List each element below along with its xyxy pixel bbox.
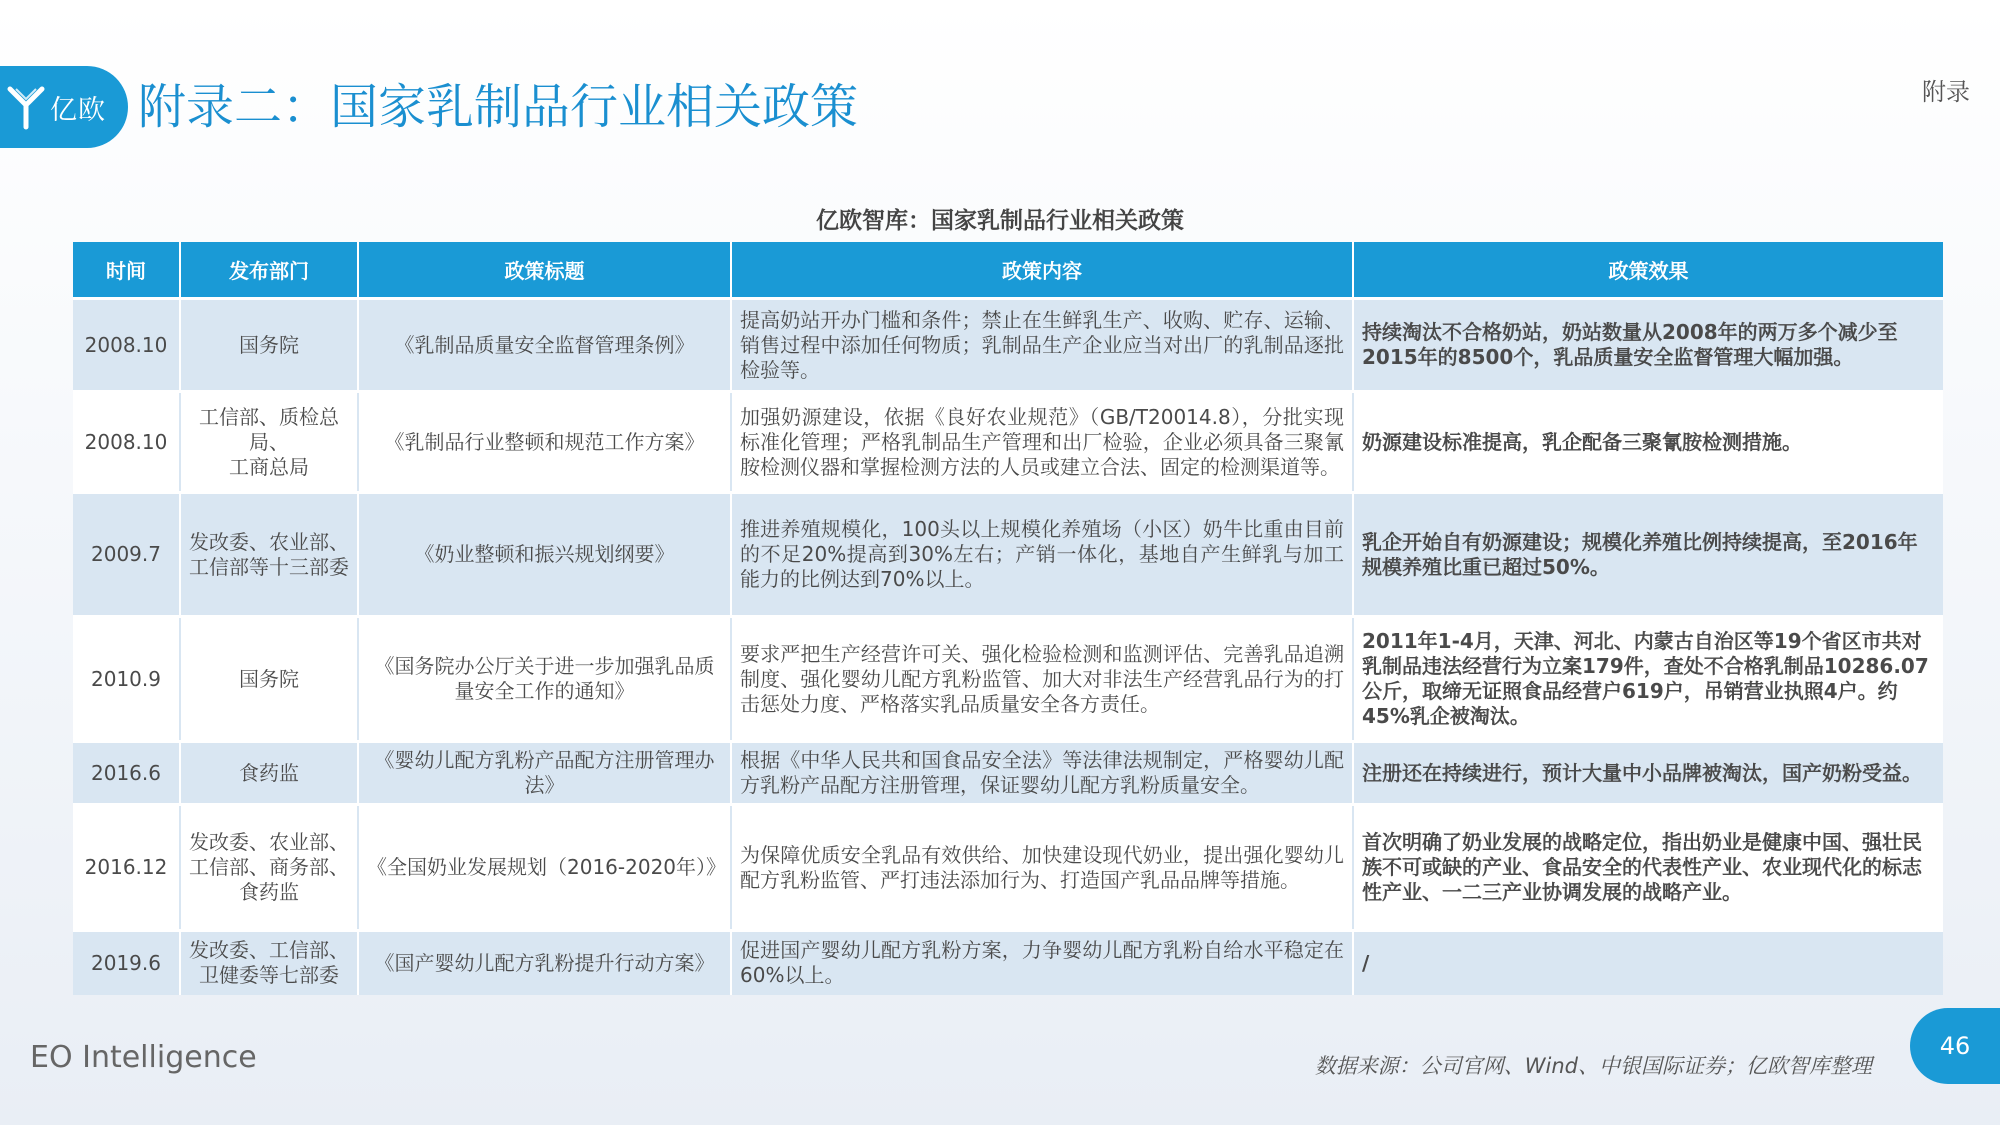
cell-date: 2009.7 (73, 493, 180, 617)
table-caption: 亿欧智库：国家乳制品行业相关政策 (816, 208, 1184, 234)
cell-date: 2010.9 (73, 617, 180, 742)
cell-policy-content: 促进国产婴幼儿配方乳粉方案，力争婴幼儿配方乳粉自给水平稳定在60%以上。 (731, 931, 1353, 995)
brand-footer: EO Intelligence (30, 1040, 257, 1075)
policy-table (73, 242, 1943, 995)
cell-date: 2016.6 (73, 742, 180, 805)
cell-department: 发改委、农业部、工信部、商务部、食药监 (180, 805, 358, 931)
logo-badge (0, 66, 128, 148)
cell-policy-content: 要求严把生产经营许可关、强化检验检测和监测评估、完善乳品追溯制度、强化婴幼儿配方乳粉监管、加大对非法生产经营乳品行为的打击惩处力度、严格落实乳品质量安全各方责任。 (731, 617, 1353, 742)
table-row (73, 617, 1943, 742)
cell-policy-effect: 2011年1-4月，天津、河北、内蒙古自治区等19个省区市共对乳制品违法经营行为立案179件，查处不合格乳制品10286.07公斤，取缔无证照食品经营户619户，吊销营业执照4户。约45%乳企被淘汰。 (1353, 617, 1943, 742)
column-header-date: 时间 (73, 242, 180, 299)
table-row (73, 392, 1943, 493)
cell-date: 2016.12 (73, 805, 180, 931)
cell-policy-title: 《国务院办公厅关于进一步加强乳品质量安全工作的通知》 (358, 617, 731, 742)
cell-department: 发改委、工信部、卫健委等七部委 (180, 931, 358, 995)
cell-department: 工信部、质检总局、 工商总局 (180, 392, 358, 493)
cell-policy-content: 加强奶源建设，依据《良好农业规范》（GB/T20014.8），分批实现标准化管理；严格乳制品生产管理和出厂检验，企业必须具备三聚氰胺检测仪器和掌握检测方法的人员或建立合法、固定的检测渠道等。 (731, 392, 1353, 493)
column-header-policy-title: 政策标题 (358, 242, 731, 299)
table-row (73, 493, 1943, 617)
cell-policy-title: 《奶业整顿和振兴规划纲要》 (358, 493, 731, 617)
cell-policy-effect: 乳企开始自有奶源建设；规模化养殖比例持续提高，至2016年规模养殖比重已超过50%。 (1353, 493, 1943, 617)
cell-policy-effect: / (1353, 931, 1943, 995)
cell-date: 2008.10 (73, 299, 180, 392)
page-number: 46 (1910, 1008, 2000, 1084)
cell-policy-effect: 奶源建设标准提高，乳企配备三聚氰胺检测措施。 (1353, 392, 1943, 493)
table-header-row (73, 242, 1943, 299)
cell-policy-effect: 注册还在持续进行，预计大量中小品牌被淘汰，国产奶粉受益。 (1353, 742, 1943, 805)
section-label: 附录 (1922, 78, 1970, 106)
cell-department: 食药监 (180, 742, 358, 805)
column-header-policy-content: 政策内容 (731, 242, 1353, 299)
cell-policy-title: 《国产婴幼儿配方乳粉提升行动方案》 (358, 931, 731, 995)
cell-date: 2019.6 (73, 931, 180, 995)
cell-policy-content: 为保障优质安全乳品有效供给、加快建设现代奶业，提出强化婴幼儿配方乳粉监管、严打违法添加行为、打造国产乳品品牌等措施。 (731, 805, 1353, 931)
cell-date: 2008.10 (73, 392, 180, 493)
table-row (73, 299, 1943, 392)
table-row (73, 742, 1943, 805)
table-row (73, 805, 1943, 931)
page-title: 附录二：国家乳制品行业相关政策 (138, 79, 859, 135)
cell-policy-title: 《全国奶业发展规划（2016-2020年）》 (358, 805, 731, 931)
cell-policy-title: 《乳制品行业整顿和规范工作方案》 (358, 392, 731, 493)
cell-department: 国务院 (180, 299, 358, 392)
data-source-note: 数据来源：公司官网、Wind、中银国际证券；亿欧智库整理 (1314, 1054, 1872, 1078)
cell-department: 发改委、农业部、工信部等十三部委 (180, 493, 358, 617)
cell-policy-title: 《婴幼儿配方乳粉产品配方注册管理办法》 (358, 742, 731, 805)
cell-policy-effect: 持续淘汰不合格奶站，奶站数量从2008年的两万多个减少至2015年的8500个，乳品质量安全监督管理大幅加强。 (1353, 299, 1943, 392)
cell-policy-effect: 首次明确了奶业发展的战略定位，指出奶业是健康中国、强壮民族不可或缺的产业、食品安全的代表性产业、农业现代化的标志性产业、一二三产业协调发展的战略产业。 (1353, 805, 1943, 931)
column-header-department: 发布部门 (180, 242, 358, 299)
column-header-policy-effect: 政策效果 (1353, 242, 1943, 299)
cell-policy-content: 推进养殖规模化，100头以上规模化养殖场（小区）奶牛比重由目前的不足20%提高到30%左右；产销一体化，基地自产生鲜乳与加工能力的比例达到70%以上。 (731, 493, 1353, 617)
cell-policy-content: 提高奶站开办门槛和条件；禁止在生鲜乳生产、收购、贮存、运输、销售过程中添加任何物质；乳制品生产企业应当对出厂的乳制品逐批检验等。 (731, 299, 1353, 392)
table-row (73, 931, 1943, 995)
cell-policy-title: 《乳制品质量安全监督管理条例》 (358, 299, 731, 392)
logo-text: 亿欧 (50, 94, 106, 126)
cell-department: 国务院 (180, 617, 358, 742)
cell-policy-content: 根据《中华人民共和国食品安全法》等法律法规制定，严格婴幼儿配方乳粉产品配方注册管理，保证婴幼儿配方乳粉质量安全。 (731, 742, 1353, 805)
eo-logo-icon (6, 83, 46, 131)
